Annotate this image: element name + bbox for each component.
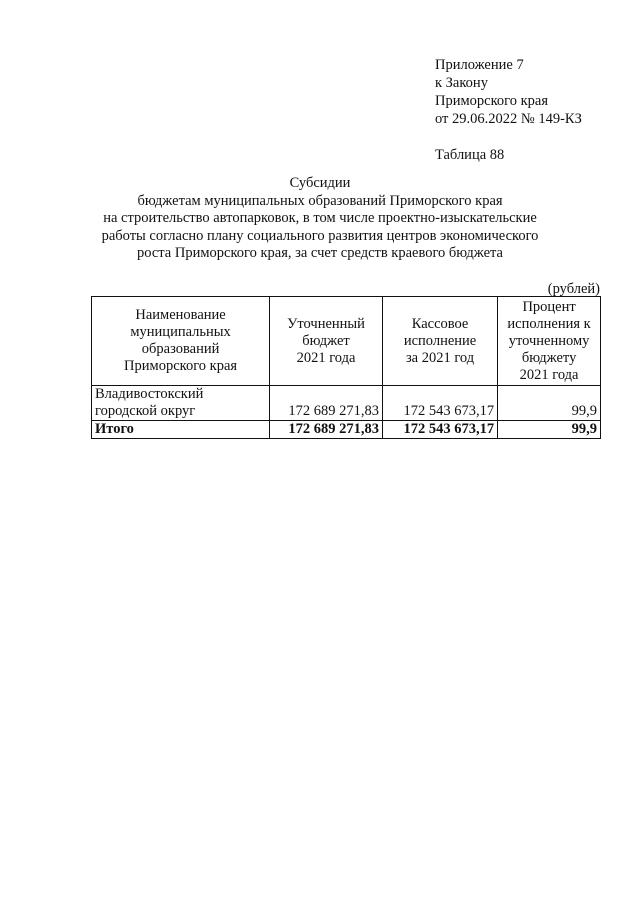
cell-budget: 172 689 271,83 bbox=[270, 386, 383, 421]
header-execution: Кассовое исполнение за 2021 год bbox=[382, 297, 497, 386]
appendix-line: Приложение 7 bbox=[435, 57, 524, 73]
header-municipality: Наименование муниципальных образований Приморского края bbox=[92, 297, 270, 386]
title-line: Субсидии bbox=[289, 175, 351, 191]
subsidies-table bbox=[91, 296, 601, 439]
appendix-line: к Закону bbox=[435, 75, 488, 91]
table-total-row bbox=[92, 421, 601, 439]
header-budget: Уточненный бюджет 2021 года bbox=[270, 297, 383, 386]
title-line: работы согласно плану социального развития центров экономического bbox=[101, 227, 539, 244]
table-header-row bbox=[92, 297, 601, 386]
appendix-block bbox=[435, 56, 582, 128]
units-label: (рублей) bbox=[547, 281, 600, 297]
cell-municipality: Владивостокский городской округ bbox=[92, 386, 270, 421]
appendix-line: от 29.06.2022 № 149-КЗ bbox=[435, 111, 582, 127]
total-execution: 172 543 673,17 bbox=[382, 421, 497, 439]
total-budget: 172 689 271,83 bbox=[270, 421, 383, 439]
title-line: на строительство автопарковок, в том числе проектно-изыскательские bbox=[103, 210, 537, 226]
total-label: Итого bbox=[92, 421, 270, 439]
table-number: Таблица 88 bbox=[435, 147, 505, 163]
header-percent: Процент исполнения к уточненному бюджету 2021 года bbox=[498, 297, 601, 386]
cell-percent: 99,9 bbox=[498, 386, 601, 421]
appendix-line: Приморского края bbox=[435, 93, 549, 109]
document-title bbox=[60, 175, 580, 263]
total-percent: 99,9 bbox=[498, 421, 601, 439]
title-line: роста Приморского края, за счет средств краевого бюджета bbox=[137, 245, 503, 261]
table-row bbox=[92, 386, 601, 421]
cell-execution: 172 543 673,17 bbox=[382, 386, 497, 421]
title-line: бюджетам муниципальных образований Приморского края bbox=[137, 192, 503, 209]
